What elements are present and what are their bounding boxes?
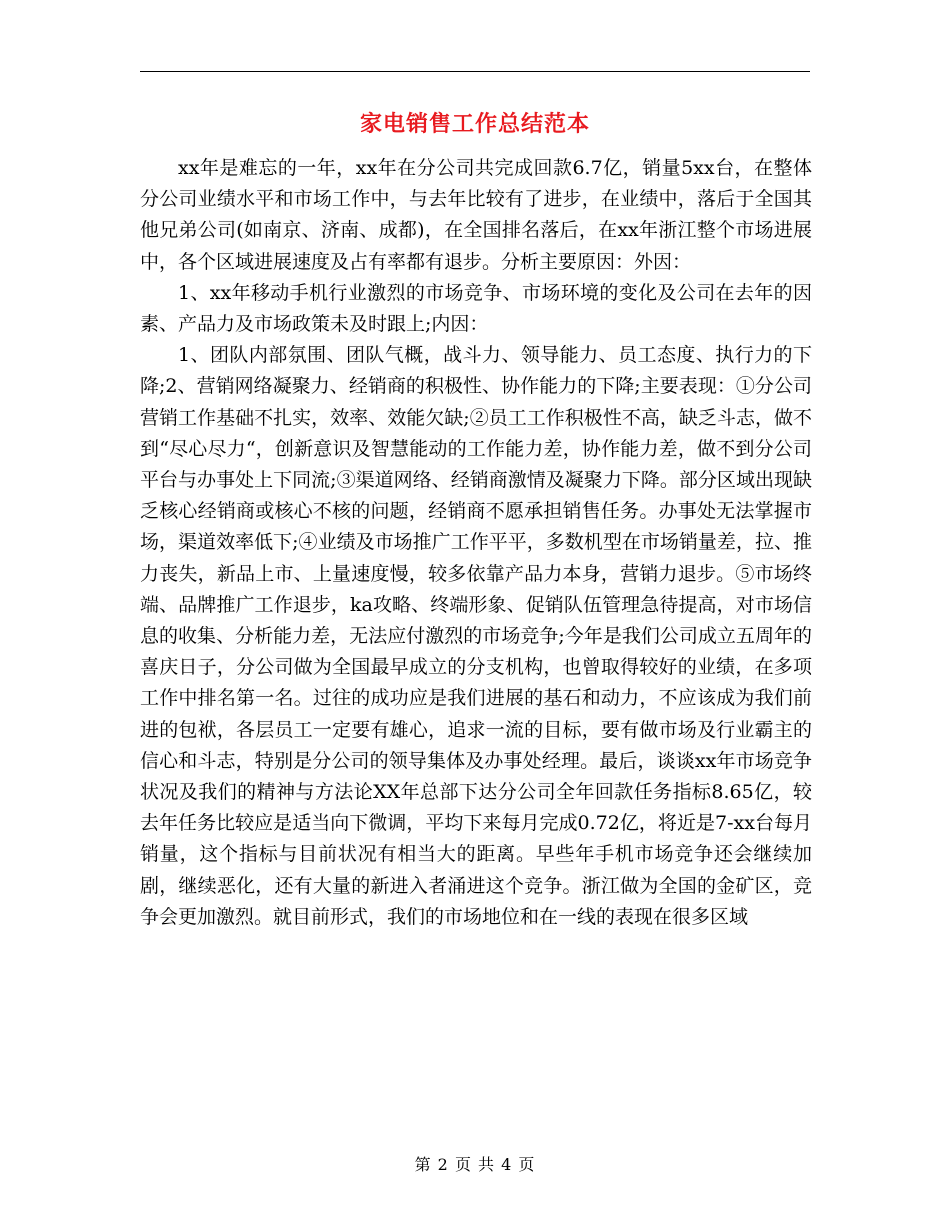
paragraph-intro: xx年是难忘的一年，xx年在分公司共完成回款6.7亿，销量5xx台，在整体分公司业绩水平和市场工作中，与去年比较有了进步，在业绩中，落后于全国其他兄弟公司(如南京、济南、成都)，在全国排名落后，在xx年浙江整个市场进展中，各个区域进展速度及占有率都有退步。分析主要原因：外因： [140, 157, 812, 273]
header-rule [140, 71, 810, 72]
page-number: 第 2 页 共 4 页 [414, 1155, 536, 1174]
paragraph-external-causes: 1、xx年移动手机行业激烈的市场竞争、市场环境的变化及公司在去年的因素、产品力及市场政策未及时跟上;内因： [140, 281, 812, 336]
document-title: 家电销售工作总结范本 [359, 112, 590, 137]
document-body [140, 153, 812, 933]
paragraph-internal-causes: 1、团队内部氛围、团队气概，战斗力、领导能力、员工态度、执行力的下降;2、营销网络凝聚力、经销商的积极性、协作能力的下降;主要表现：①分公司营销工作基础不扎实，效率、效能欠缺;②员工工作积极性不高，缺乏斗志，做不到“尽心尽力“，创新意识及智慧能动的工作能力差，协作能力差，做不到分公司平台与办事处上下同流;③渠道网络、经销商激情及凝聚力下降。部分区域出现缺乏核心经销商或核心不核的问题，经销商不愿承担销售任务。办事处无法掌握市场，渠道效率低下;④业绩及市场推广工作平平，多数机型在市场销量差，拉、推力丧失，新品上市、上量速度慢，较多依靠产品力本身，营销力退步。⑤市场终端、品牌推广工作退步，ka攻略、终端形象、促销队伍管理急待提高，对市场信息的收集、分析能力差，无法应付激烈的市场竞争;今年是我们公司成立五周年的喜庆日子，分公司做为全国最早成立的分支机构，也曾取得较好的业绩，在多项工作中排名第一名。过往的成功应是我们进展的基石和动力，不应该成为我们前进的包袱，各层员工一定要有雄心，追求一流的目标，要有做市场及行业霸主的信心和斗志，特别是分公司的领导集体及办事处经理。最后，谈谈xx年市场竞争状况及我们的精神与方法论XX年总部下达分公司全年回款任务指标8.65亿，较去年任务比较应是适当向下微调，平均下来每月完成0.72亿，将近是7-xx台每月销量，这个指标与目前状况有相当大的距离。早些年手机市场竞争还会继续加剧，继续恶化，还有大量的新进入者涌进这个竞争。浙江做为全国的金矿区，竞争会更加激烈。就目前形式，我们的市场地位和在一线的表现在很多区域 [140, 344, 812, 928]
